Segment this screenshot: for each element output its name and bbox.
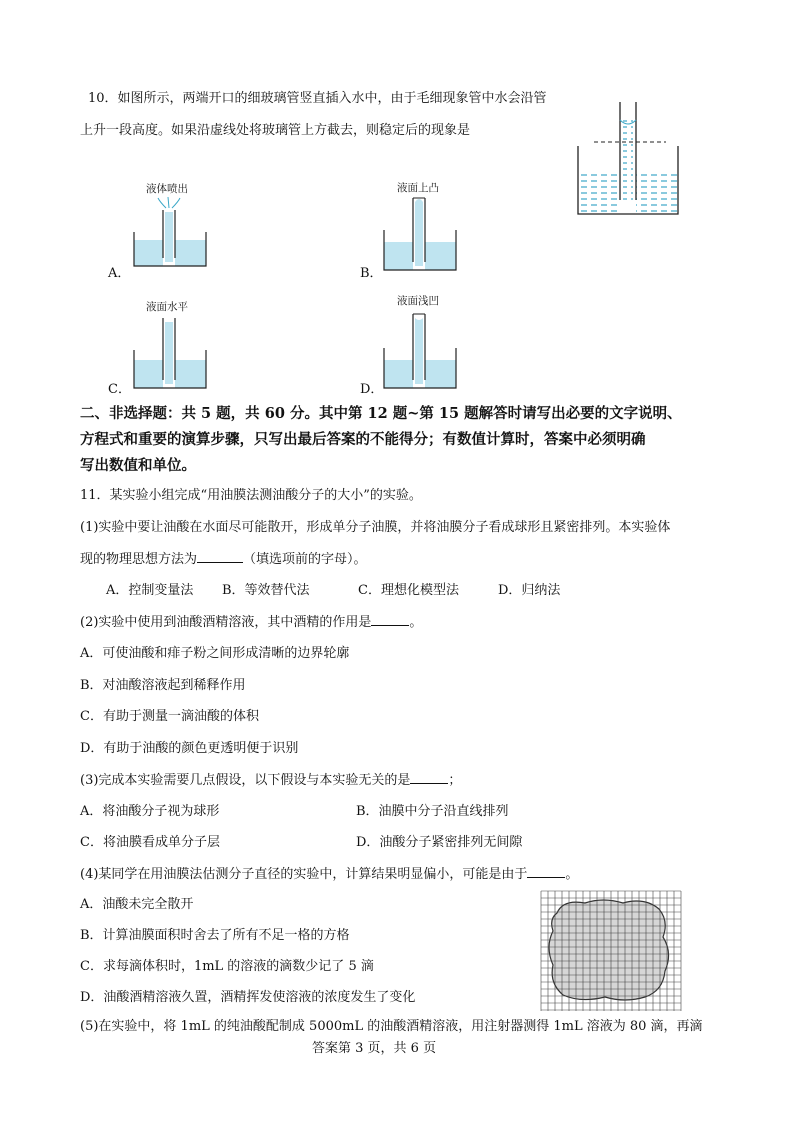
q11-p4-opt-d[interactable]: D．油酸酒精溶液久置，酒精挥发使溶液的浓度发生了变化 <box>80 990 416 1005</box>
q11-p3-opt-d[interactable]: D．油酸分子紧密排列无间隙 <box>356 835 523 850</box>
oil-film-grid-figure <box>541 891 681 1011</box>
q11-p4-stem-text: (4)某同学在用油膜法估测分子直径的实验中，计算结果明显偏小，可能是由于 <box>80 867 528 882</box>
section2-line3: 写出数值和单位。 <box>80 457 196 474</box>
q11-p1-line2 <box>80 550 367 569</box>
q11-p1-opt-b[interactable]: B．等效替代法 <box>222 583 310 598</box>
option-a-figure <box>130 196 210 268</box>
q11-p1-opt-a[interactable]: A．控制变量法 <box>106 583 194 598</box>
q11-p4-end: 。 <box>565 867 579 882</box>
q11-p4-stem <box>80 865 578 884</box>
option-d-caption: 液面浅凹 <box>397 295 439 307</box>
q11-p3-opt-a[interactable]: A．将油酸分子视为球形 <box>80 804 220 819</box>
option-d-figure <box>380 308 460 390</box>
q11-p3-stem-text: (3)完成本实验需要几点假设，以下假设与本实验无关的是 <box>80 773 411 788</box>
answer-blank[interactable] <box>371 613 409 626</box>
option-d-letter[interactable]: D． <box>360 382 384 397</box>
section2-line1: 二、非选择题：共 5 题，共 60 分。其中第 12 题~第 15 题解答时请写出必要的文字说明、 <box>80 405 682 422</box>
answer-blank[interactable] <box>197 550 243 563</box>
option-c-letter[interactable]: C． <box>108 382 131 397</box>
q11-p2-stem-text: (2)实验中使用到油酸酒精溶液，其中酒精的作用是 <box>80 615 372 630</box>
section2-line2: 方程式和重要的演算步骤，只写出最后答案的不能得分；有数值计算时，答案中必须明确 <box>80 431 646 448</box>
q11-p1-line2-text: 现的物理思想方法为 <box>80 552 198 567</box>
q11-p3-stem <box>80 771 461 790</box>
answer-blank[interactable] <box>527 865 565 878</box>
q11-p3-opt-b[interactable]: B．油膜中分子沿直线排列 <box>356 804 509 819</box>
capillary-reference-figure <box>570 100 690 216</box>
q11-p2-opt-d[interactable]: D．有助于油酸的颜色更透明便于识别 <box>80 741 299 756</box>
q11-p4-opt-c[interactable]: C．求每滴体积时，1mL 的溶液的滴数少记了 5 滴 <box>80 959 374 974</box>
q11-p1-opt-d[interactable]: D．归纳法 <box>498 583 561 598</box>
q11-p3-opt-c[interactable]: C．将油膜看成单分子层 <box>80 835 220 850</box>
option-a-letter[interactable]: A． <box>108 266 131 281</box>
answer-blank[interactable] <box>410 771 448 784</box>
q11-p1-line2-end: （填选项前的字母）。 <box>243 552 367 567</box>
q11-p2-opt-b[interactable]: B．对油酸溶液起到稀释作用 <box>80 678 246 693</box>
option-b-figure <box>380 194 460 272</box>
q11-p4-opt-b[interactable]: B．计算油膜面积时舍去了所有不足一格的方格 <box>80 928 350 943</box>
q11-intro: 11．某实验小组完成“用油膜法测油酸分子的大小”的实验。 <box>80 488 422 503</box>
q11-p2-opt-a[interactable]: A．可使油酸和痱子粉之间形成清晰的边界轮廓 <box>80 646 350 661</box>
q10-line2: 上升一段高度。如果沿虚线处将玻璃管上方截去，则稳定后的现象是 <box>80 123 471 138</box>
q11-p1-opt-c[interactable]: C．理想化模型法 <box>358 583 459 598</box>
q11-p2-stem <box>80 613 422 632</box>
q11-p2-opt-c[interactable]: C．有助于测量一滴油酸的体积 <box>80 709 259 724</box>
q11-p1-line1: (1)实验中要让油酸在水面尽可能散开，形成单分子油膜，并将油膜分子看成球形且紧密排列。本实验体 <box>80 520 671 535</box>
page-footer: 答案第 3 页，共 6 页 <box>312 1041 437 1056</box>
q11-p3-end: ； <box>448 773 462 788</box>
q11-p4-opt-a[interactable]: A．油酸未完全散开 <box>80 897 194 912</box>
option-c-figure <box>130 314 210 390</box>
option-a-caption: 液体喷出 <box>146 183 188 195</box>
option-b-letter[interactable]: B． <box>360 266 383 281</box>
q10-line1: 10．如图所示，两端开口的细玻璃管竖直插入水中，由于毛细现象管中水会沿管 <box>88 91 547 106</box>
option-b-caption: 液面上凸 <box>397 182 439 194</box>
q11-p5-line1: (5)在实验中，将 1mL 的纯油酸配制成 5000mL 的油酸酒精溶液，用注射器测得 1mL 溶液为 80 滴，再滴 <box>80 1019 703 1034</box>
q11-p2-end: 。 <box>409 615 423 630</box>
option-c-caption: 液面水平 <box>146 301 188 313</box>
